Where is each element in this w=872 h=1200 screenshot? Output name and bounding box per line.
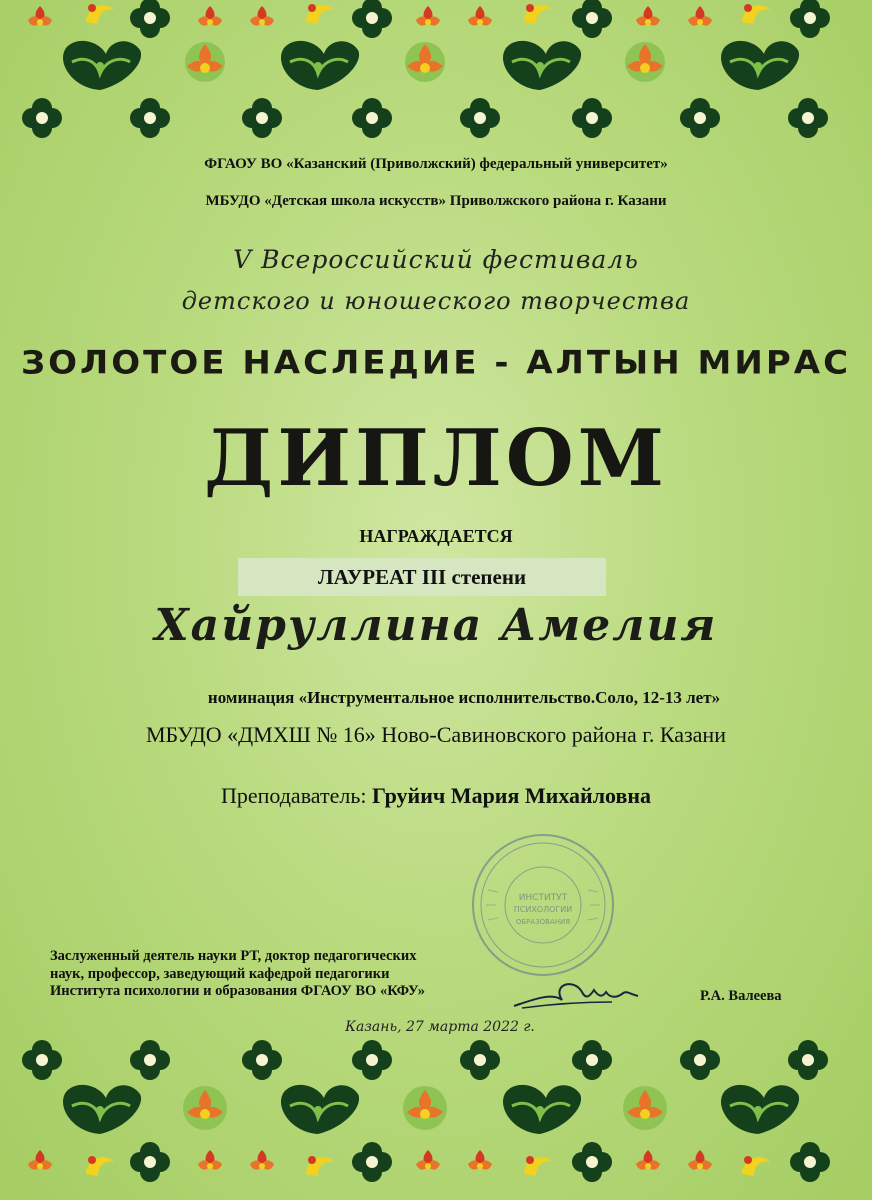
organization-line-1: ФГАОУ ВО «Казанский (Приволжский) федеральный университет» xyxy=(204,156,668,172)
svg-text:ПСИХОЛОГИИ: ПСИХОЛОГИИ xyxy=(513,905,573,914)
diploma-title: ДИПЛОМ xyxy=(204,413,668,504)
svg-text:ОБРАЗОВАНИЯ: ОБРАЗОВАНИЯ xyxy=(515,918,571,926)
top-ornament-border xyxy=(0,0,872,150)
festival-name-line-2: детского и юношеского творчества xyxy=(181,287,691,315)
signer-title: Заслуженный деятель науки РТ, доктор педагогических наук, профессор, заведующий кафедрой педагогики Института психологии и образования ФГАОУ ВО «КФУ» xyxy=(50,948,425,999)
teacher-line xyxy=(0,783,872,809)
recipient-name: Хайруллина Амелия xyxy=(154,600,718,651)
festival-title: ЗОЛОТОЕ НАСЛЕДИЕ - АЛТЫН МИРАС xyxy=(20,344,852,382)
nomination: номинация «Инструментальное исполнительство.Соло, 12-13 лет» xyxy=(207,688,721,707)
festival-name-line-1: V Всероссийский фестиваль xyxy=(233,245,639,274)
teacher-label: Преподаватель: xyxy=(220,783,372,808)
organization-line-2: МБУДО «Детская школа искусств» Приволжского района г. Казани xyxy=(205,193,667,209)
school-name: МБУДО «ДМХШ № 16» Ново-Савиновского района г. Казани xyxy=(146,722,726,747)
signature xyxy=(512,970,642,1020)
teacher-name: Груйич Мария Михайловна xyxy=(371,783,652,808)
svg-text:ИНСТИТУТ: ИНСТИТУТ xyxy=(518,893,568,903)
laureate-degree: ЛАУРЕАТ III степени xyxy=(238,558,606,596)
bottom-ornament-border xyxy=(0,1030,872,1200)
awarded-heading: НАГРАЖДАЕТСЯ xyxy=(359,526,513,546)
place-date: Казань, 27 марта 2022 г. xyxy=(345,1019,535,1035)
signer-name: Р.А. Валеева xyxy=(700,988,782,1004)
